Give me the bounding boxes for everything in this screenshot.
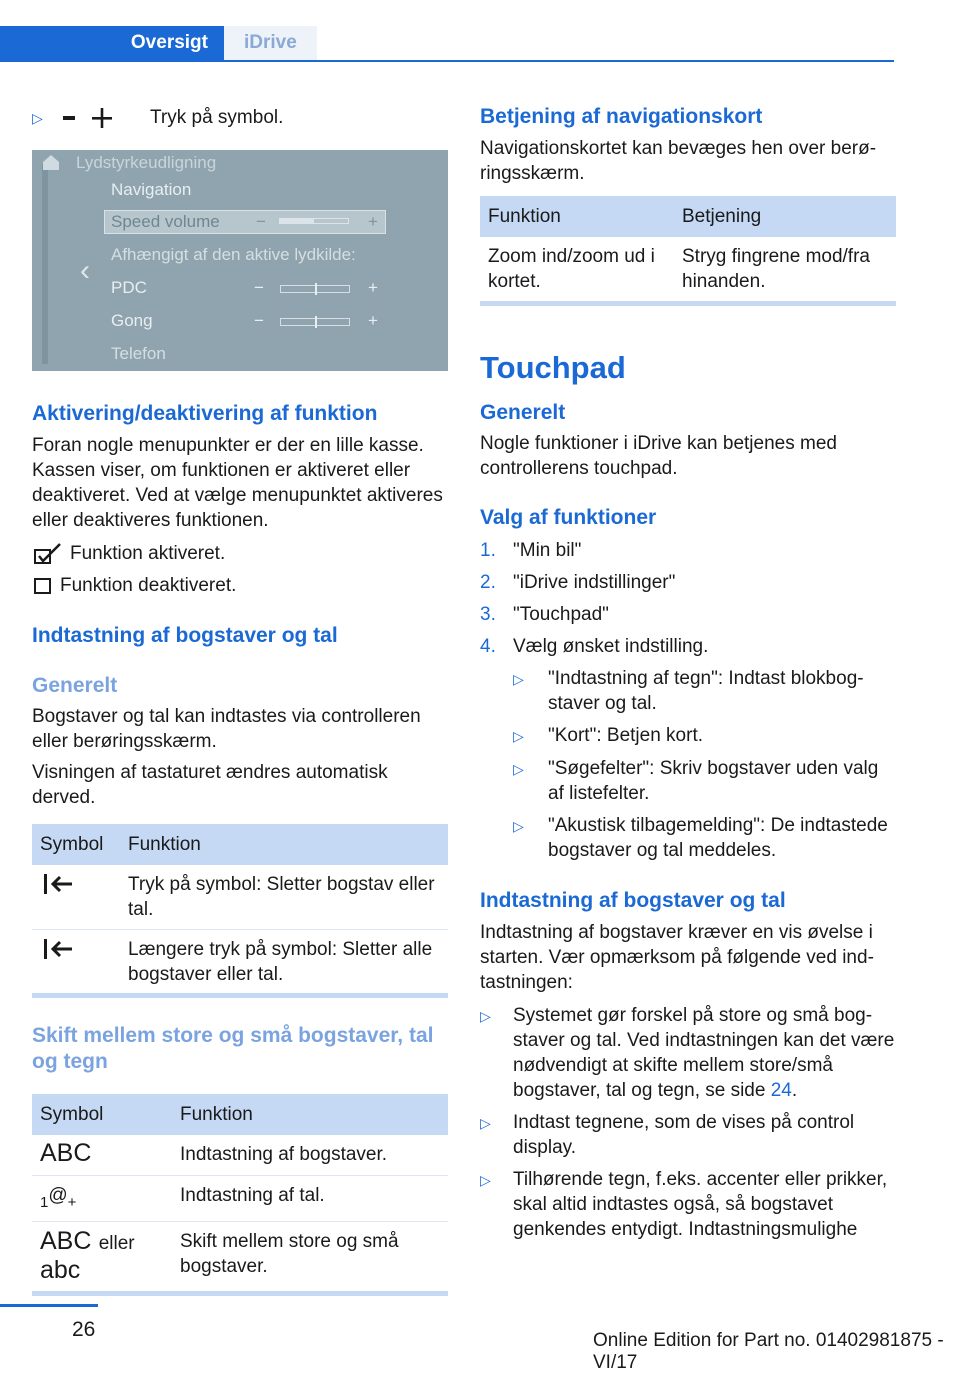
- table-header: Funktion: [120, 824, 448, 865]
- screen-row: Telefon: [111, 344, 166, 363]
- triangle-bullet-icon: ▷: [32, 110, 43, 126]
- left-column: [32, 100, 448, 1296]
- screen-row: Afhængigt af den aktive lydkilde:: [111, 245, 356, 264]
- plus-icon: +: [368, 212, 378, 231]
- table-row: [32, 1175, 448, 1221]
- table-cell: Skift mellem store og små bogstaver.: [180, 1230, 399, 1277]
- input2-bullets: [480, 1003, 896, 1242]
- step-number: 1.: [480, 540, 496, 561]
- input2-heading: Indtastning af bogstaver og tal: [480, 889, 786, 912]
- table-end-rule: [480, 301, 896, 306]
- page-number: 26: [72, 1318, 96, 1341]
- screen-row: Speed volume: [111, 212, 220, 231]
- table-cell: Indtastning af tal.: [172, 1175, 448, 1221]
- plus-icon: +: [368, 311, 378, 330]
- screen-row: PDC: [111, 278, 147, 297]
- list-item: 4. Vælg ønsket indstilling.: [480, 634, 896, 666]
- minus-icon: −: [254, 311, 264, 330]
- table-header: Betjening: [674, 196, 896, 237]
- checkbox-off-label: Funktion deaktiveret.: [60, 574, 237, 596]
- triangle-bullet-icon: ▷: [480, 1172, 491, 1188]
- activate-body: Foran nogle menupunkter er der en lille kasse. Kassen viser, om funktionen er aktiveret eller deaktiveret. Ved at vælge menupunktet aktiveres eller deaktiveres funktionen.: [32, 435, 443, 531]
- triangle-bullet-icon: ▷: [513, 761, 524, 777]
- nav-body: Navigationskortet kan bevæges hen over berøringsskærm.: [480, 138, 877, 184]
- abc-lower-icon: abc: [40, 1255, 81, 1284]
- checkbox-off-row: [32, 573, 448, 598]
- list-item: 1. "Min bil": [480, 538, 896, 570]
- triangle-bullet-icon: ▷: [480, 1008, 491, 1024]
- backspace-icon: [44, 939, 76, 961]
- list-item: ▷ Indtast tegnene, som de vises på control display.: [480, 1112, 855, 1158]
- list-item: ▷ Tilhørende tegn, f.eks. accenter eller prikker, skal altid indtastes også, så bogstavet genkendes entydigt. Indtastningsmulighe: [480, 1169, 888, 1240]
- input-subheading: Generelt: [32, 674, 118, 697]
- tab-idrive[interactable]: iDrive: [224, 26, 317, 60]
- or-label: eller: [98, 1232, 135, 1254]
- footer-rule: [0, 1304, 98, 1307]
- table-row: [32, 1135, 448, 1175]
- table-header: Symbol: [32, 824, 120, 865]
- edition-text: Online Edition for Part no. 01402981875 - VI/17: [593, 1330, 944, 1373]
- minus-plus-icon: [62, 105, 150, 131]
- chevron-left-icon: ‹: [80, 254, 90, 287]
- triangle-bullet-icon: ▷: [513, 818, 524, 834]
- screen-title: Lydstyrkeudligning: [76, 153, 217, 172]
- checkbox-empty-icon: [34, 576, 54, 596]
- gong-slider: [280, 318, 350, 326]
- page-link[interactable]: 24: [770, 1080, 792, 1101]
- pdc-slider: [280, 285, 350, 293]
- header-tabs: [0, 26, 894, 62]
- checkbox-on-label: Funktion aktiveret.: [70, 542, 226, 564]
- abc-upper-icon: ABC: [40, 1226, 92, 1255]
- step-number: 3.: [480, 604, 496, 625]
- table-row: [480, 237, 896, 301]
- activate-heading: Aktivering/deaktivering af funktion: [32, 402, 378, 425]
- shift-heading: Skift mellem store og små bogstaver, tal og tegn: [32, 1024, 434, 1073]
- table-row: [32, 865, 448, 929]
- list-item: ▷ "Akustisk tilbagemelding": De indtastede bogstaver og tal meddeles.: [513, 815, 888, 861]
- numbers-symbols-icon: 1@+: [40, 1184, 77, 1211]
- shift-table: [32, 1094, 448, 1291]
- screen-row: Gong: [111, 311, 153, 330]
- table-cell: Stryg fingrene mod/fra hinanden.: [682, 246, 870, 292]
- table-header: Funktion: [172, 1094, 448, 1135]
- list-item: 3. "Touchpad": [480, 602, 896, 634]
- touchpad-title: Touchpad: [480, 350, 626, 385]
- table-cell: Indtastning af bogstaver.: [172, 1135, 448, 1175]
- speed-volume-slider: [279, 218, 349, 224]
- touchpad-sub: Generelt: [480, 401, 566, 424]
- input-p1: Bogstaver og tal kan indtastes via controlleren eller berøringsskærm.: [32, 706, 421, 752]
- input-p2: Visningen af tastaturet ændres automatisk derved.: [32, 762, 388, 808]
- sub-bullets: [480, 666, 896, 863]
- minus-icon: −: [254, 278, 264, 297]
- table-header: Funktion: [480, 196, 674, 237]
- right-column: [480, 100, 896, 1242]
- triangle-bullet-icon: ▷: [480, 1115, 491, 1131]
- input2-body: Indtastning af bogstaver kræver en vis øvelse i starten. Vær opmærksom på følgende ved indtastningen:: [480, 922, 874, 993]
- backspace-icon: [44, 874, 76, 896]
- table-end-rule: [32, 1291, 448, 1296]
- list-item: 2. "iDrive indstillinger": [480, 570, 896, 602]
- valg-heading: Valg af funktioner: [480, 506, 657, 529]
- checkbox-on-row: [32, 541, 448, 566]
- table-row: [32, 1221, 448, 1291]
- table-cell: Zoom ind/zoom ud i kortet.: [488, 246, 655, 292]
- triangle-bullet-icon: ▷: [513, 728, 524, 744]
- tab-oversigt[interactable]: Oversigt: [0, 26, 224, 60]
- input-heading: Indtastning af bogstaver og tal: [32, 624, 338, 647]
- abc-upper-icon: ABC: [40, 1139, 92, 1167]
- table-header: Symbol: [32, 1094, 172, 1135]
- list-item: ▷ "Søgefelter": Skriv bogstaver uden valg af listefelter.: [513, 758, 879, 804]
- symbol-bullet: [32, 105, 448, 131]
- plus-icon: +: [368, 278, 378, 297]
- symbol-bullet-text: Tryk på symbol.: [150, 107, 284, 128]
- checkbox-checked-icon: [34, 543, 62, 565]
- steps-list: [480, 538, 896, 863]
- step-number: 2.: [480, 572, 496, 593]
- volume-screen-image: [32, 150, 448, 371]
- nav-table: [480, 196, 896, 301]
- minus-icon: −: [256, 212, 266, 231]
- table-end-rule: [32, 993, 448, 998]
- table-row: [32, 929, 448, 993]
- nav-heading: Betjening af navigationskort: [480, 105, 763, 128]
- touchpad-body: Nogle funktioner i iDrive kan betjenes med controllerens touchpad.: [480, 433, 837, 479]
- screen-row: Navigation: [111, 180, 192, 199]
- list-item: ▷ "Indtastning af tegn": Indtast blokbogstaver og tal.: [513, 668, 864, 714]
- delete-table: [32, 824, 448, 993]
- triangle-bullet-icon: ▷: [513, 671, 524, 687]
- table-cell: Tryk på symbol: Sletter bogstav eller tal.: [120, 865, 448, 929]
- step-number: 4.: [480, 636, 496, 657]
- list-item: ▷ "Kort": Betjen kort.: [513, 723, 896, 749]
- list-item: ▷ Systemet gør forskel på store og små bogstaver og tal. Ved indtastningen kan det være nødvendigt at skifte mellem store/små bogstaver, tal og tegn, se side 24.: [480, 1005, 895, 1101]
- table-cell: Længere tryk på symbol: Sletter alle bogstaver eller tal.: [128, 938, 433, 985]
